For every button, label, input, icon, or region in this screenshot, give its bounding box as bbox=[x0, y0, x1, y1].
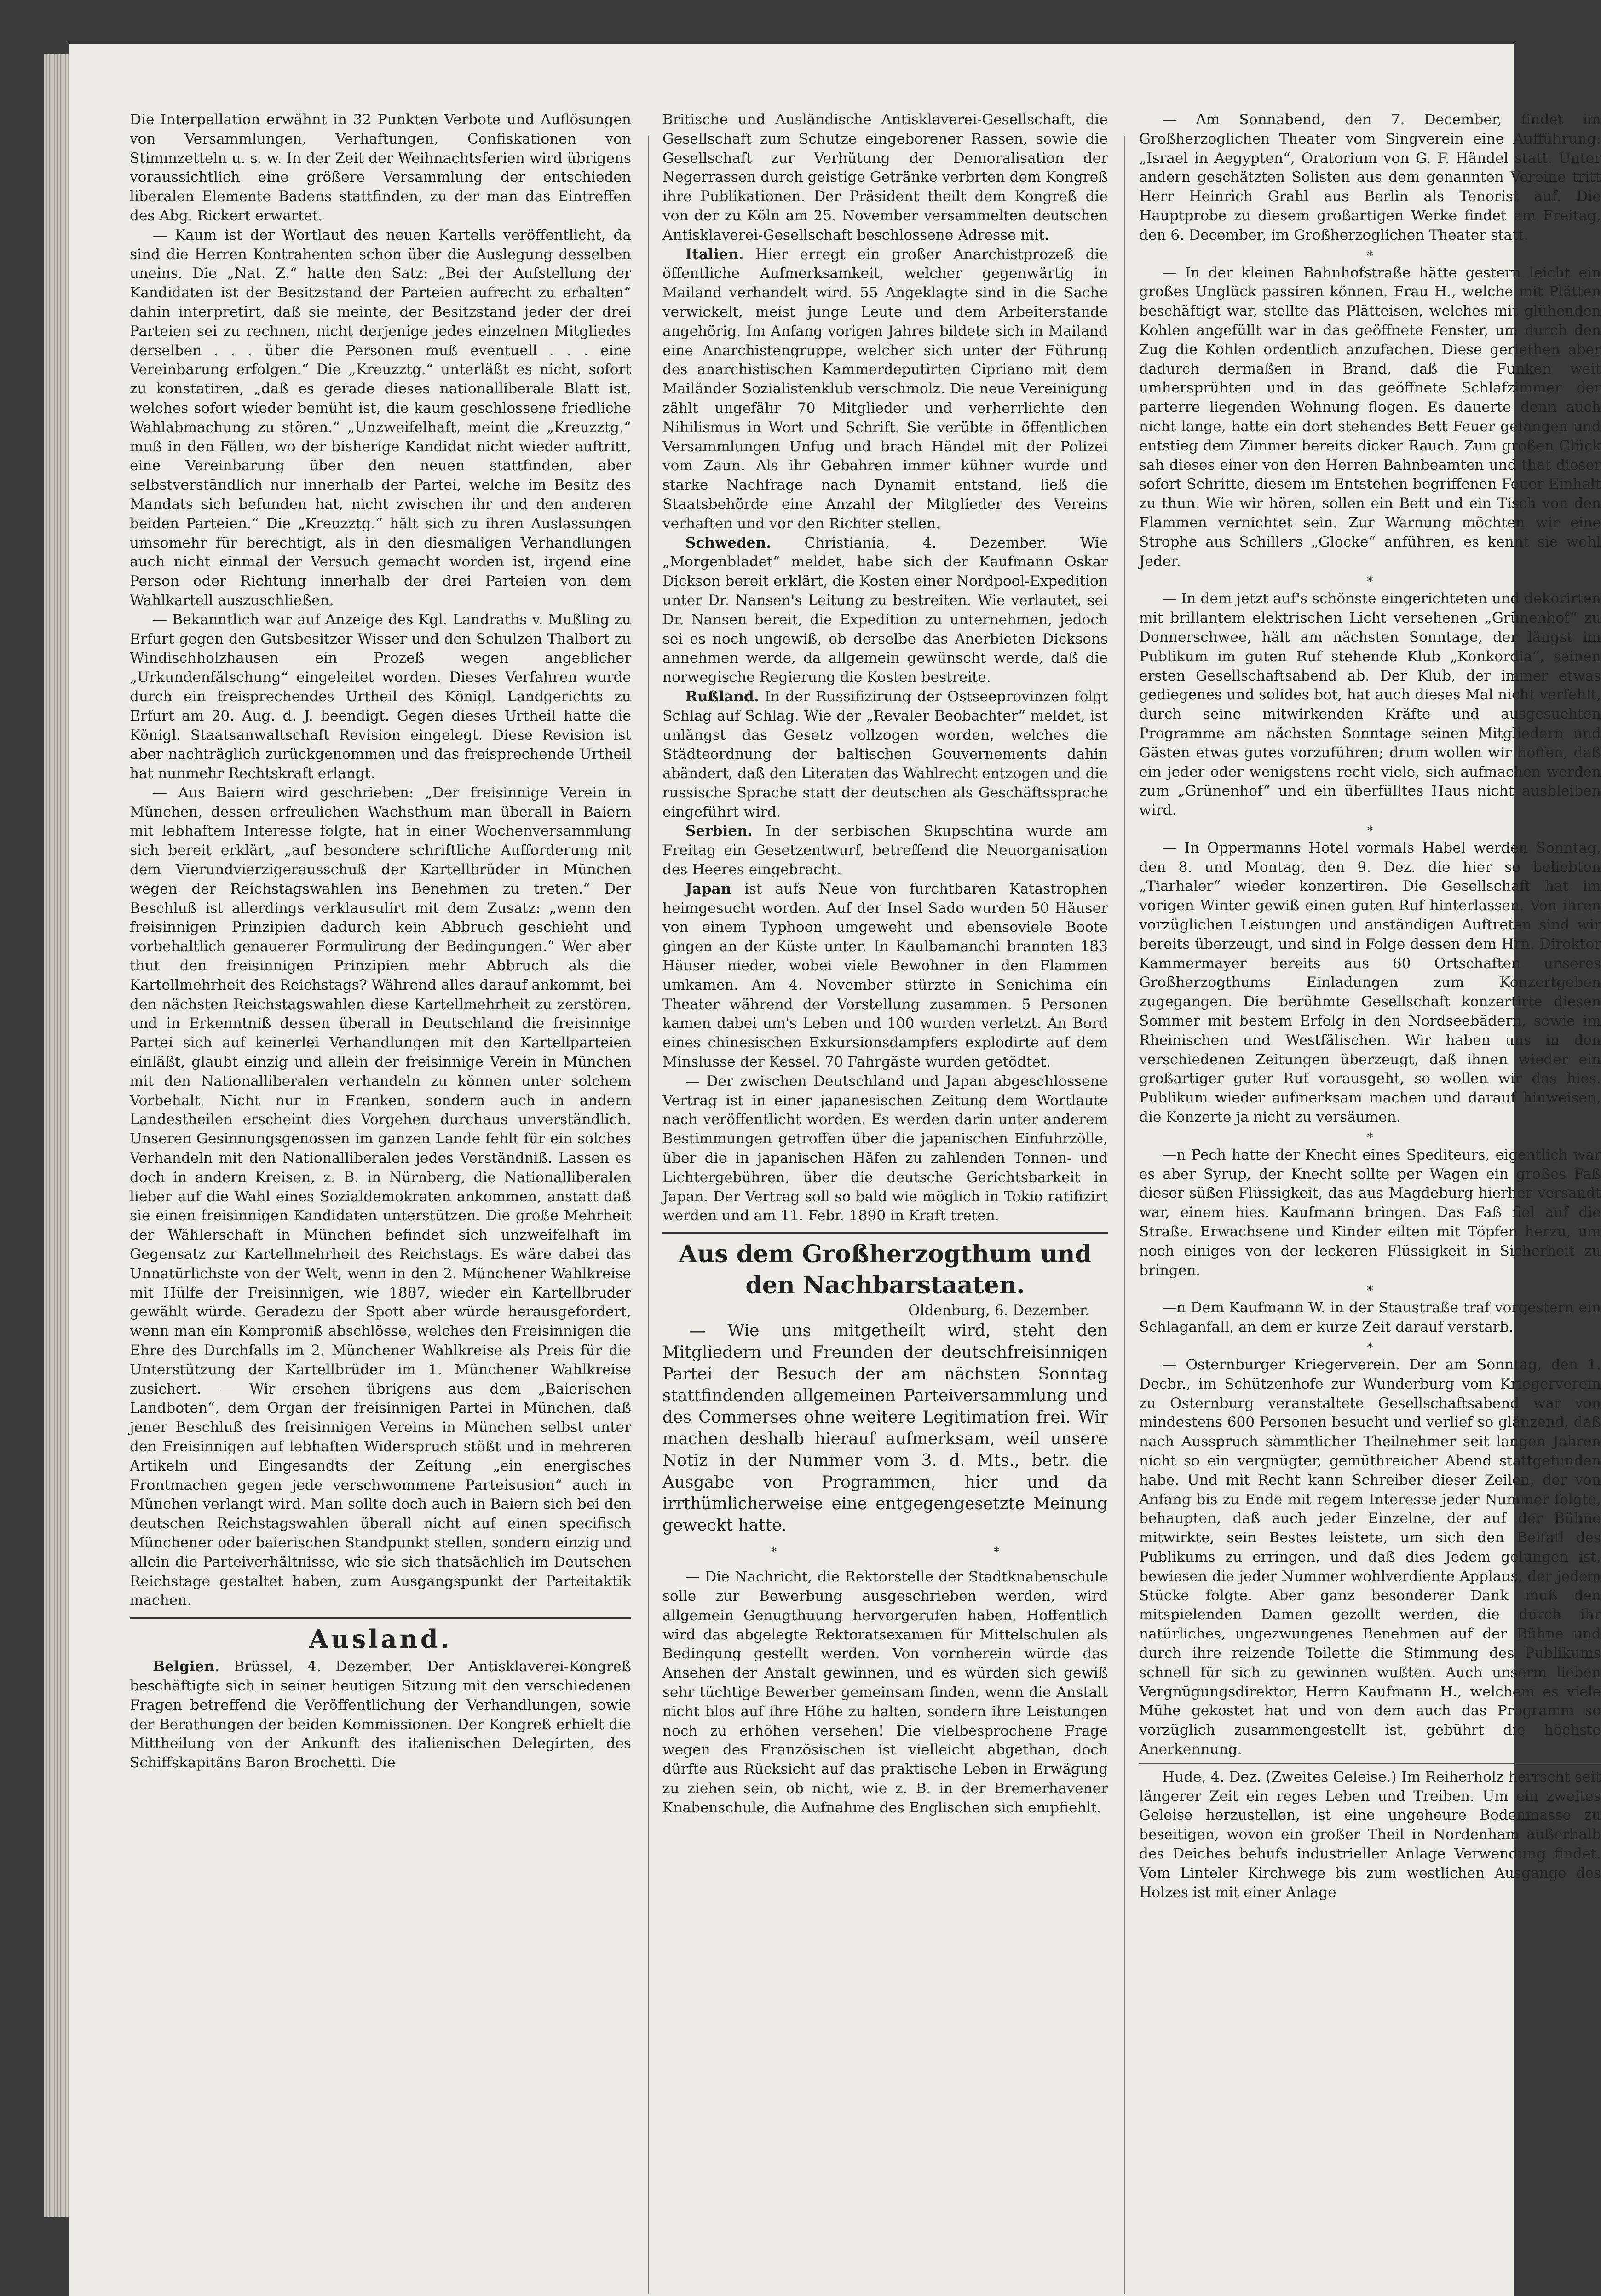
section-rule bbox=[662, 1232, 1108, 1234]
japan-text: ist aufs Neue von furchtbaren Katastrophen heimgesucht worden. Auf der Insel Sado wurden 50 Häuser von einem Typhoon umgeweht und ebensoviele Boote gingen an der Küste unter. In Kaulbamanchi brannten 183 Häuser nieder, wobei viele Bewohner in den Flammen umkamen. Am 4. November stürzte in Senichima ein Theater während der Vorstellung zusammen. 5 Personen kamen dabei um's Leben und 100 wurden verletzt. An Bord eines chinesischen Exkursionsdampfers explodirte auf dem Minslusse der Kessel. 70 Fahrgäste wurden getödtet. bbox=[662, 880, 1108, 1071]
japan-label: Japan bbox=[685, 880, 731, 897]
separator-star: * bbox=[771, 1545, 777, 1559]
separator-star: * bbox=[1367, 824, 1373, 838]
kartell-paragraph: — Kaum ist der Wortlaut des neuen Kartells veröffentlicht, da sind die Herren Kontrahenten schon über die Auslegung desselben uneins. Die „Nat. Z.“ hatte den Satz: „Bei der Aufstellung der Kandidaten ist der Besitzstand der Parteien aufrecht zu erhalten“ dahin interpretirt, daß sie meinte, der Besitzstand jeder der drei Parteien sei zu rechnen, nicht derjenige jedes einzelnen Mitgliedes derselben . . . über die Personen muß eventuell . . . eine Vereinbarung erfolgen.“ Die „Kreuzztg.“ unterläßt es nicht, sofort zu konstatiren, „daß es gerade dieses nationalliberale Blatt ist, welches sofort wieder bemüht ist, die kaum geschlossene friedliche Wahlabmachung zu stören.“ „Unzweifelhaft, meint die „Kreuzztg.“ muß in den Fällen, wo der bisherige Kandidat nicht wieder auftritt, eine Vereinbarung über den neuen stattfinden, aber selbstverständlich nur innerhalb der Partei, welche im Besitz des Mandats sich befunden hat, nicht zwischen ihr und den anderen beiden Parteien.“ Die „Kreuzztg.“ hält sich zu ihren Auslassungen umsomehr für berechtigt, als in den diesmaligen Verhandlungen auch nicht einmal der Versuch gemacht worden ist, irgend eine Person oder Richtung innerhalb der drei Parteien von dem Wahlkartell auszuschließen. bbox=[130, 226, 631, 609]
section-rule bbox=[1139, 1763, 1601, 1764]
belgien-paragraph bbox=[130, 1657, 631, 1773]
freisinnige-partei-paragraph: — Wie uns mitgetheilt wird, steht den Mitgliedern und Freunden der deutschfreisinnigen Partei der Besuch der am nächsten Sonntag stattfindenden allgemeinen Parteiversammlung und des Commerses ohne weitere Legitimation frei. Wir machen deshalb hierauf aufmerksam, weil unsere Notiz in der Nummer vom 3. d. Mts., betr. die Ausgabe von Programmen, hier und da irrthümlicherweise eine entgegengesetzte Meinung geweckt hatte. bbox=[662, 1321, 1108, 1535]
belgien-text: Brüssel, 4. Dezember. Der Antisklaverei-Kongreß beschäftigte sich in seiner heutigen Sitzung mit den verschiedenen Fragen betreffend die Veröffentlichung der Verhandlungen, sowie der Berathungen der beiden Kommissionen. Der Kongreß erhielt die Mittheilung von der Ankunft des italienischen Delegirten, des Schiffskapitäns Baron Brochetti. Die bbox=[130, 1658, 631, 1771]
italien-text: Hier erregt ein großer Anarchistprozeß die öffentliche Aufmerksamkeit, welcher gegenwärtig in Mailand verhandelt wird. 55 Angeklagte sind in die Sache verwickelt, meist junge Leute und dem Arbeiterstande angehörig. Im Anfang vorigen Jahres bildete sich in Mailand eine Anarchistengruppe, welcher sich unter der Führung des anarchistischen Kammerdeputirten Cipriano mit dem Mailänder Sozialistenklub verschmolz. Die neue Vereinigung zählt ungefähr 70 Mitglieder und verherrlichte den Nihilismus in Wort und Schrift. Sie verübte in öffentlichen Versammlungen Unfug und brach Händel mit der Polizei vom Zaun. Als ihr Gebahren immer kühner wurde und starke Nachfrage nach Dynamit entstand, ließ die Staatsbehörde eine Anzahl der Mitglieder des Vereins verhaften und vor den Richter stellen. bbox=[662, 246, 1108, 532]
column-2 bbox=[662, 110, 1108, 2296]
separator-star: * bbox=[1367, 248, 1373, 263]
serbien-paragraph bbox=[662, 822, 1108, 879]
ausland-heading: Ausland. bbox=[309, 1624, 452, 1654]
kriegerverein-paragraph: — Osternburger Kriegerverein. Der am Sonntag, den 1. Decbr., im Schützenhofe zur Wunderburg vom Kriegerverein zu Osternburg veranstaltete Gesellschaftsabend war von mindestens 600 Personen besucht und verlief so glänzend, daß nach Ausspruch sämmtlicher Theilnehmer seit langen Jahren nicht so ein vergnügter, gemüthreicher Abend stattgefunden habe. Und mit Recht kann Schreiber dieser Zeilen, der von Anfang bis zu Ende mit regem Interesse jeder Nummer folgte, behaupten, daß auch jeder Einzelne, der auf der Bühne mitwirkte, sein Bestes leistete, um sich den Beifall des Publikums zu erringen, und daß dies Jedem gelungen ist, bewiesen die jeder Nummer wohlverdiente Applaus, der jedem Stücke folgte. Aber ganz besonderer Dank muß den mitspielenden Damen gezollt werden, die durch ihr natürliches, ungezwungenes Benehmen auf der Bühne und durch ihre reizende Toilette die Stimmung des Publikums schnell für sich zu gewinnen wußten. Auch unserm lieben Vergnügungsdirektor, Herrn Kaufmann H., welchem es viele Mühe gekostet hat und von dem auch das Programm so vorzüglich zusammengestellt ist, gebührt die höchste Anerkennung. bbox=[1139, 1356, 1601, 1758]
erfurt-paragraph: — Bekanntlich war auf Anzeige des Kgl. Landraths v. Mußling zu Erfurt gegen den Gutsbesitzer Wisser und den Schulzen Thalbort zu Windischholzhausen ein Prozeß wegen angeblicher „Urkundenfälschung“ eingeleitet worden. Dieses Verfahren wurde durch ein freisprechendes Urtheil des Königl. Landgerichts zu Erfurt am 20. Aug. d. J. beendigt. Gegen dieses Urtheil hatte die Königl. Staatsanwaltschaft Revision eingelegt. Diese Revision ist aber nachträglich zurückgenommen und das freisprechende Urtheil hat nunmehr Rechtskraft erlangt. bbox=[130, 611, 631, 782]
russland-paragraph bbox=[662, 687, 1108, 822]
japan-paragraph bbox=[662, 880, 1108, 1072]
italien-paragraph bbox=[662, 245, 1108, 534]
rektorstelle-paragraph: — Die Nachricht, die Rektorstelle der Stadtknabenschule solle zur Bewerbung ausgeschrieben werden, wird allgemein Genugthuung hervorgerufen haben. Hoffentlich wird das abgelegte Rektoratsexamen für Mittelschulen als Bedingung gestellt werden. Von vornherein würde das Ansehen der Anstalt gewinnen, und es würden sich gewiß sehr tüchtige Bewerber gemeinsam finden, wenn die Anstalt nicht blos auf ihre Höhe zu halten, sondern ihre Leistungen noch zu erhöhen versehen! Die vielbesprochene Frage wegen des Französischen ist vielleicht abgethan, doch dürfte aus Rücksicht auf das praktische Leben in Erwägung zu ziehen sein, ob nicht, wie z. B. in der Bremerhavener Knabenschule, die Aufnahme des Englischen sich empfiehlt. bbox=[662, 1569, 1108, 1816]
antisklaverei-paragraph: Britische und Ausländische Antisklaverei-Gesellschaft, die Gesellschaft zum Schutze eingeborener Rassen, sowie die Gesellschaft zur Verhütung der Demoralisation der Negerrassen durch geistige Getränke verbrten dem Kongreß ihre Publikationen. Der Präsident theilt dem Kongreß die von der zu Köln am 25. November versammelten deutschen Antisklaverei-Gesellschaft beschlossene Adresse mit. bbox=[662, 111, 1108, 243]
column-1 bbox=[130, 110, 631, 2296]
serbien-label: Serbien. bbox=[685, 823, 753, 840]
separator-star: * bbox=[1367, 575, 1373, 589]
grossherzogthum-heading-line1: Aus dem Großherzogthum und bbox=[679, 1240, 1092, 1269]
dateline: Oldenburg, 6. Dezember. bbox=[908, 1302, 1089, 1319]
theater-paragraph: — Am Sonnabend, den 7. December, findet im Großherzoglichen Theater vom Singverein eine Aufführung: „Israel in Aegypten“, Oratorium von G. F. Händel statt. Unter andern geschätzten Solisten aus dem genannten Vereine tritt Herr Heinrich Grahl aus Berlin als Tenorist auf. Die Hauptprobe zu diesem großartigen Werke findet am Freitag, den 6. December, im Großherzoglichen Theater statt. bbox=[1139, 111, 1601, 243]
schweden-text: Christiania, 4. Dezember. Wie „Morgenbladet“ meldet, habe sich der Kaufmann Oskar Dickson bereit erklärt, die Kosten einer Nordpool-Expedition unter Dr. Nansen's Leitung zu bestreiten. Wie verlautet, sei Dr. Nansen bereit, die Expedition zu unternehmen, jedoch sei es noch ungewiß, ob derselbe das Anerbieten Dicksons annehmen werde, da allgemein gewünscht werde, daß die norwegische Regierung die Kosten bestreite. bbox=[662, 534, 1108, 686]
book-page-edge bbox=[44, 54, 70, 2217]
column-rule-2 bbox=[1124, 136, 1125, 2294]
column-3 bbox=[1139, 110, 1601, 2296]
interpellation-paragraph: Die Interpellation erwähnt in 32 Punkten Verbote und Auflösungen von Versammlungen, Verhaftungen, Confiskationen von Stimmzetteln u. s. w. In der Zeit der Weihnachtsferien wird übrigens voraussichtlich eine größere Versammlung der entschieden liberalen Elemente Badens stattfinden, zu der man das Eintreffen des Abg. Rickert erwartet. bbox=[130, 111, 631, 224]
separator-star: * bbox=[1367, 1284, 1373, 1298]
separator-star: * bbox=[1367, 1131, 1373, 1145]
belgien-label: Belgien. bbox=[152, 1658, 219, 1675]
japan-vertrag-paragraph: — Der zwischen Deutschland und Japan abgeschlossene Vertrag ist in einer japanesischen Zeitung dem Wortlaute nach veröffentlicht worden. Es werden darin unter anderem Bestimmungen getroffen über die japanischen Einfuhrzölle, über die in japanischen Häfen zu zahlenden Tonnen- und Lichtergebühren, über die deutsche Gerichtsbarkeit in Japan. Der Vertrag soll so bald wie möglich in Tokio ratifizirt werden und am 11. Febr. 1890 in Kraft treten. bbox=[662, 1073, 1108, 1224]
grossherzogthum-heading-line2: den Nachbarstaaten. bbox=[745, 1271, 1025, 1300]
italien-label: Italien. bbox=[685, 246, 744, 263]
serbien-text: In der serbischen Skupschtina wurde am Freitag ein Gesetzentwurf, betreffend die Neuorganisation des Heeres eingebracht. bbox=[662, 823, 1108, 878]
gruenenhof-paragraph: — In dem jetzt auf's schönste eingerichteten und dekorirten mit brillantem elektrischen Licht versehenen „Grünenhof“ zu Donnerschwee, hält am nächsten Sonntage, der längst im Publikum im guten Ruf stehende Klub „Konkordia“, seinen ersten Gesellschaftsabend ab. Der Klub, der immer etwas gediegenes und solides bot, hat auch dieses Mal nicht verfehlt, durch seine mitwirkenden Kräfte und ausgesuchten Programme am nächsten Sonntage seinen Mitgliedern und Gästen etwas gutes vorzuführen; drum wollen wir hoffen, daß ein jeder oder wenigstens recht viele, sich aufmachen werden zum „Grünenhof“ und ein überfülltes Haus nicht ausbleiben wird. bbox=[1139, 590, 1601, 819]
newspaper-page bbox=[69, 44, 1601, 2296]
separator-star: * bbox=[993, 1545, 1000, 1559]
schlaganfall-paragraph: —n Dem Kaufmann W. in der Staustraße traf vorgestern ein Schlaganfall, an dem er kurze Zeit darauf verstarb. bbox=[1139, 1299, 1601, 1336]
hude-paragraph: Hude, 4. Dez. (Zweites Geleise.) Im Reiherholz herrscht seit längerer Zeit ein reges Leben und Treiben. Um ein zweites Geleise herzustellen, ist eine ungeheure Bodenmasse zu beseitigen, wovon ein großer Theil in Nordenham außerhalb des Deiches behufs industrieller Anlage Verwendung findet. Vom Linteler Kirchwege bis zum westlichen Ausgange des Holzes ist mit einer Anlage bbox=[1139, 1768, 1601, 1901]
oppermanns-hotel-paragraph: — In Oppermanns Hotel vormals Habel werden Sonntag, den 8. und Montag, den 9. Dez. die hier so beliebten „Tiarhaler“ wieder konzertiren. Die Gesellschaft hat im vorigen Winter gewiß einen guten Ruf hinterlassen. Von ihren vorzüglichen Leistungen und anständigen Auftreten sind wir bereits überzeugt, und sind in Folge dessen dem Hrn. Direktor Kammermayer bereits aus 60 Ortschaften unseres Großherzogthums Einladungen zum Konzertgeben zugegangen. Die berühmte Gesellschaft konzertirte diesen Sommer mit bestem Erfolg in den Nordseebädern, sowie im Rheinischen und Westfälischen. Wir haben uns in den verschiedenen Zeitungen überzeugt, daß ihnen wieder ein großartiger guter Ruf vorausgeht, so wollen wir das hies. Publikum wieder aufmerksam machen und darauf hinweisen, die Konzerte ja nicht zu versäumen. bbox=[1139, 839, 1601, 1126]
schweden-label: Schweden. bbox=[685, 534, 771, 551]
bahnhofstrasse-paragraph: — In der kleinen Bahnhofstraße hätte gestern leicht ein großes Unglück passiren können. Frau H., welche mit Plätten beschäftigt war, stellte das Plätteisen, welches mit glühenden Kohlen angefüllt war in das geöffnete Fenster, um durch den Zug die Kohlen ordentlich anzufachen. Diese geriethen aber dadurch dermaßen in Brand, daß die Funken weit umhersprühten und in das geöffnete Schlafzimmer der parterre liegenden Wohnung flogen. Es dauerte denn auch nicht lange, hatte ein dort stehendes Bett Feuer gefangen und entstieg dem Zimmer bereits dicker Rauch. Zum großen Glück sah dieses einer von den Herren Bahnbeamten und that dieser sofort Schritte, diesem im Entstehen begriffenen Feuer Einhalt zu thun. Wie wir hören, sollen ein Bett und ein Tisch von den Flammen vernichtet sein. Zur Warnung möchten wir eine Strophe aus Schillers „Glocke“ anführen, es kennt sie wohl Jeder. bbox=[1139, 264, 1601, 570]
syrup-paragraph: —n Pech hatte der Knecht eines Spediteurs, eigentlich war es aber Syrup, der Knecht sollte per Wagen ein großes Faß dieser süßen Flüssigkeit, das aus Magdeburg hierher versandt war, einem hies. Kaufmann bringen. Das Faß fiel auf die Straße. Erwachsene und Kinder eilten mit Töpfen herzu, um noch einiges von der leckeren Flüssigkeit in Sicherheit zu bringen. bbox=[1139, 1146, 1601, 1279]
schweden-paragraph bbox=[662, 534, 1108, 687]
baiern-paragraph: — Aus Baiern wird geschrieben: „Der freisinnige Verein in München, dessen erfreulichen Wachsthum man überall in Baiern mit lebhaftem Interesse folgte, hat in einer Wochenversammlung sich bereit erklärt, „auf besondere schriftliche Aufforderung mit dem Vierundvierzigerausschuß der Kartellbrüder in München wegen der Reichstagswahlen ins Benehmen zu treten.“ Der Beschluß ist allerdings verklausulirt mit dem Zusatz: „wenn den freisinnigen Prinzipien dadurch kein Abbruch geschieht und vorbehaltlich genauerer Formulirung der Bedingungen.“ Wer aber thut den freisinnigen Prinzipien mehr Abbruch als die Kartellmehrheit des Reichstags? Während alles darauf ankommt, bei den nächsten Reichstagswahlen diese Kartellmehrheit zu zerstören, und in Erkenntniß dessen überall in Deutschland die freisinnige Partei sich auf keinerlei Verhandlungen mit den Kartellparteien einläßt, glaubt einzig und allein der freisinnige Verein in München mit den Nationalliberalen verhandeln zu können unter solchem Vorbehalt. Nicht nur in Franken, sondern auch in andern Landestheilen erscheint dies Vorgehen durchaus unverständlich. Unseren Gesinnungsgenossen im ganzen Lande fehlt für ein solches Verhandeln mit den Nationalliberalen jedes Verständniß. Lassen es doch in andern Kreisen, z. B. in Nürnberg, die Nationalliberalen lieber auf die Wahl eines Sozialdemokraten ankommen, anstatt daß sie einen freisinnigen Kandidaten unterstützen. Die große Mehrheit der Wählerschaft in München befindet sich unzweifelhaft im Gegensatz zur Kartellmehrheit des Reichstags. Es wäre dabei das Unnatürlichste von der Welt, wenn in den 2. Münchener Wahlkreise mit Hülfe der Freisinnigen, wie 1887, wieder ein Kartellbruder gewählt würde. Geradezu der Spott aber würde herausgefordert, wenn man ein Kompromiß abschlösse, welches den Freisinnigen die Ehre des Durchfalls im 2. Münchener Wahlkreise als Preis für die Unterstützung der Kartellbrüder im 1. Münchener Wahlkreise zusichert. — Wir ersehen übrigens aus dem „Baierischen Landboten“, dem Organ der freisinnigen Partei in München, daß jener Beschluß des freisinnigen Vereins in München selbst unter den Freisinnigen auf lebhaften Widerspruch stößt und in mehreren Artikeln und Eingesandts der Zeitung „ein energisches Frontmachen gegen jede verschwommene Parteisusion“ auch in München verlangt wird. Man sollte doch auch in Baiern sich bei den deutschen Reichstagswahlen überall nicht auf einen specifisch Münchener oder baierischen Standpunkt stellen, sondern einzig und allein die Parteiverhältnisse, wie sie sich thatsächlich im Deutschen Reichstage gestaltet haben, zum Ausgangspunkt der Parteitaktik machen. bbox=[130, 784, 631, 1609]
russland-text: In der Russifizirung der Ostseeprovinzen folgt Schlag auf Schlag. Wie der „Revaler Beobachter“ meldet, ist unlängst das Gesetz vollzogen worden, welches die Städteordnung der baltischen Gouvernements dahin abändert, daß den Literaten das Wahlrecht entzogen und die russische Sprache statt der deutschen als Geschäftssprache eingeführt wird. bbox=[662, 688, 1108, 820]
separator-star: * bbox=[1367, 1341, 1373, 1355]
russland-label: Rußland. bbox=[685, 688, 759, 705]
column-rule-1 bbox=[648, 136, 649, 2294]
section-rule bbox=[130, 1617, 631, 1619]
separator-stars bbox=[662, 1543, 1108, 1561]
